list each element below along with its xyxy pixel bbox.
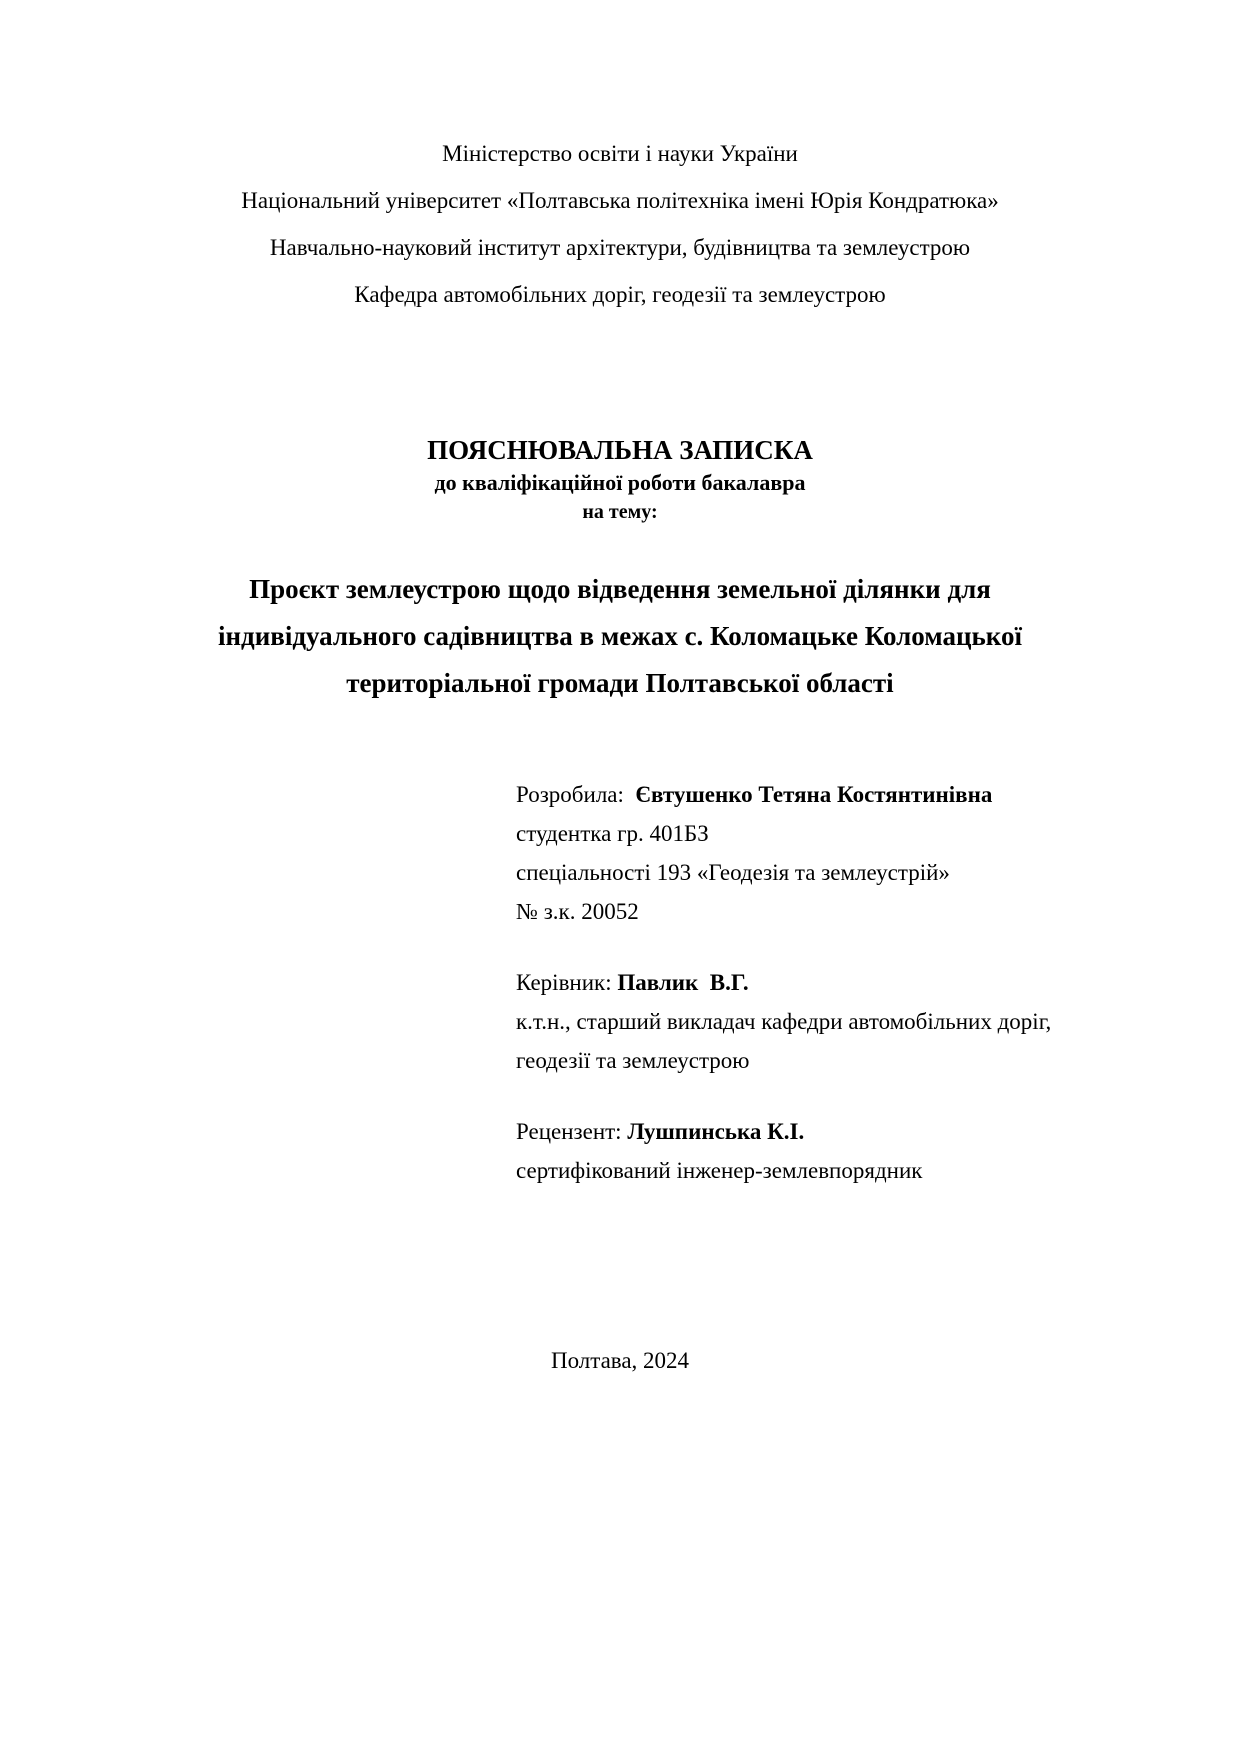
developer-specialty: спеціальності 193 «Геодезія та землеустрій» <box>516 860 950 885</box>
reviewer-description: сертифікований інженер-землевпорядник <box>516 1158 923 1183</box>
supervisor-label: Керівник: <box>516 970 618 995</box>
thesis-title: Проєкт землеустрою щодо відведення земельної ділянки для індивідуального садівництва в межах с. Коломацьке Коломацької територіальної громади Полтавської області <box>218 574 1022 698</box>
developer-group <box>516 775 1061 931</box>
developer-line <box>516 775 1061 814</box>
institution-header <box>100 130 1140 318</box>
developer-name: Євтушенко Тетяна Костянтинівна <box>635 782 993 807</box>
reviewer-group <box>516 1112 1061 1190</box>
developer-record-number: № з.к. 20052 <box>516 899 639 924</box>
city-year-footer: Полтава, 2024 <box>550 1348 690 1373</box>
ministry-line: Міністерство освіти і науки України <box>442 141 798 166</box>
document-type-title: ПОЯСНЮВАЛЬНА ЗАПИСКА <box>427 435 813 465</box>
developer-student-group: студентка гр. 401БЗ <box>516 821 709 846</box>
supervisor-group <box>516 963 1061 1080</box>
document-type-block <box>100 432 1140 526</box>
reviewer-line <box>516 1112 1061 1151</box>
developer-label: Розробила: <box>516 782 636 807</box>
reviewer-name: Лушпинська К.І. <box>627 1119 805 1144</box>
university-line: Національний університет «Полтавська політехніка імені Юрія Кондратюка» <box>241 188 999 213</box>
credits-block <box>516 775 1061 1190</box>
document-type-subtitle: до кваліфікаційної роботи бакалавра <box>434 470 806 495</box>
reviewer-label: Рецензент: <box>516 1119 628 1144</box>
department-line: Кафедра автомобільних доріг, геодезії та землеустрою <box>354 282 886 307</box>
supervisor-description: к.т.н., старший викладач кафедри автомобільних доріг, геодезії та землеустрою <box>516 1009 1052 1073</box>
topic-label: на тему: <box>582 501 658 523</box>
supervisor-line <box>516 963 1061 1002</box>
supervisor-name: Павлик В.Г. <box>617 970 749 995</box>
institute-line: Навчально-науковий інститут архітектури, будівництва та землеустрою <box>269 235 971 260</box>
